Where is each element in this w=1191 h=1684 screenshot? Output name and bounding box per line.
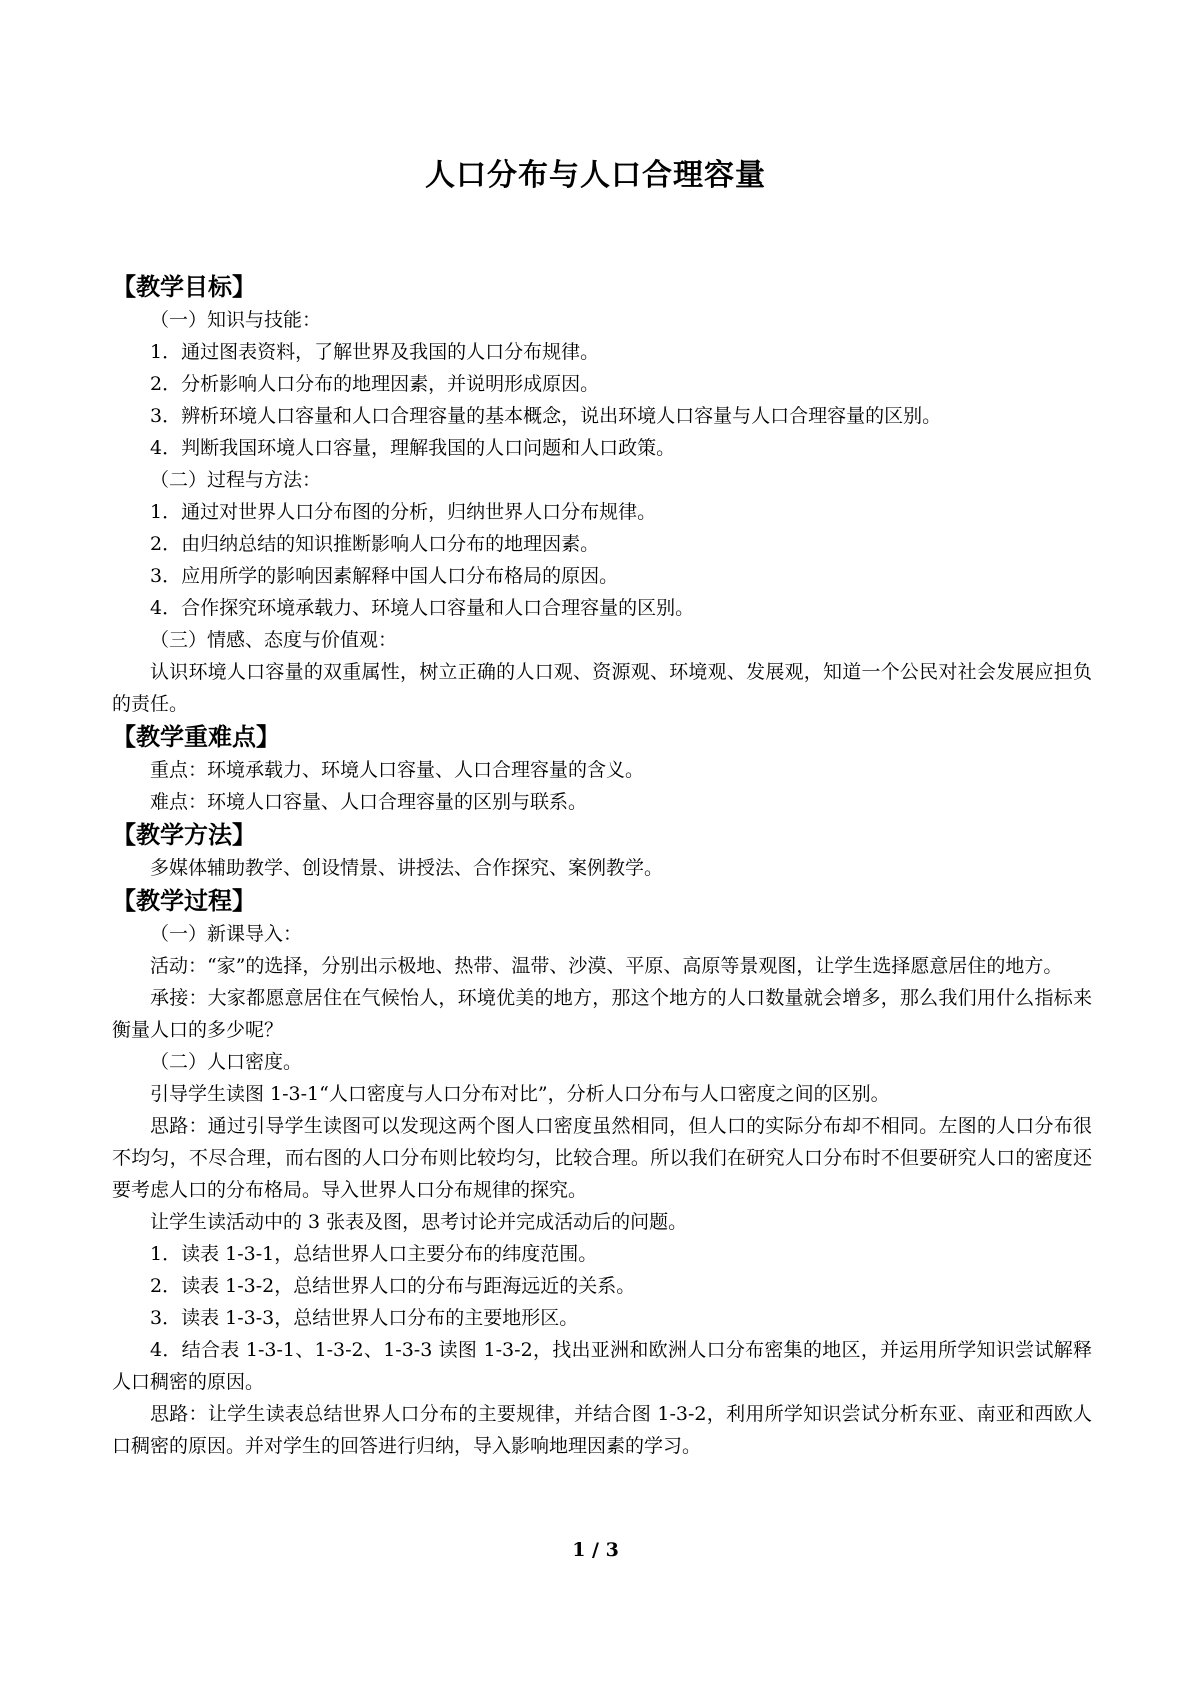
section-heading-objectives: 【教学目标】 (112, 272, 256, 301)
paragraph: （二）人口密度。 (150, 1051, 303, 1073)
paragraph: 重点：环境承载力、环境人口容量、人口合理容量的含义。 (150, 759, 645, 781)
document-title: 人口分布与人口合理容量 (425, 158, 766, 193)
paragraph: 2．由归纳总结的知识推断影响人口分布的地理因素。 (150, 533, 600, 555)
paragraph: （三）情感、态度与价值观： (150, 629, 398, 651)
paragraph: 4．判断我国环境人口容量，理解我国的人口问题和人口政策。 (150, 437, 676, 459)
paragraph: 4．合作探究环境承载力、环境人口容量和人口合理容量的区别。 (150, 597, 695, 619)
paragraph: 1．读表 1-3-1，总结世界人口主要分布的纬度范围。 (150, 1243, 598, 1265)
paragraph: 认识环境人口容量的双重属性，树立正确的人口观、资源观、环境观、发展观，知道一个公民对社会发展应担负的责任。 (112, 661, 1092, 715)
paragraph: （二）过程与方法： (150, 469, 322, 491)
section-heading-methods: 【教学方法】 (112, 820, 256, 849)
paragraph: 3．应用所学的影响因素解释中国人口分布格局的原因。 (150, 565, 619, 587)
paragraph: （一）知识与技能： (150, 309, 322, 331)
section-heading-key-points: 【教学重难点】 (112, 722, 280, 751)
paragraph: 2．读表 1-3-2，总结世界人口的分布与距海远近的关系。 (150, 1275, 636, 1297)
paragraph: 让学生读活动中的 3 张表及图，思考讨论并完成活动后的问题。 (150, 1211, 688, 1233)
paragraph: 活动：“家”的选择，分别出示极地、热带、温带、沙漠、平原、高原等景观图，让学生选择愿意居住的地方。 (150, 955, 1063, 977)
section-heading-process: 【教学过程】 (112, 886, 256, 915)
paragraph: 承接：大家都愿意居住在气候怡人，环境优美的地方，那这个地方的人口数量就会增多，那么我们用什么指标来衡量人口的多少呢？ (112, 987, 1092, 1041)
paragraph: 引导学生读图 1-3-1“人口密度与人口分布对比”，分析人口分布与人口密度之间的区别。 (150, 1083, 890, 1105)
paragraph: 思路：通过引导学生读图可以发现这两个图人口密度虽然相同，但人口的实际分布却不相同。左图的人口分布很不均匀，不尽合理，而右图的人口分布则比较均匀，比较合理。所以我们在研究人口分布时不但要研究人口的密度还要考虑人口的分布格局。导入世界人口分布规律的探究。 (112, 1115, 1092, 1201)
paragraph: 难点：环境人口容量、人口合理容量的区别与联系。 (150, 791, 588, 813)
paragraph: 1．通过对世界人口分布图的分析，归纳世界人口分布规律。 (150, 501, 657, 523)
paragraph: （一）新课导入： (150, 923, 303, 945)
paragraph: 思路：让学生读表总结世界人口分布的主要规律，并结合图 1-3-2，利用所学知识尝试分析东亚、南亚和西欧人口稠密的原因。并对学生的回答进行归纳，导入影响地理因素的学习。 (112, 1403, 1092, 1457)
document-body (112, 270, 1092, 1462)
paragraph: 1．通过图表资料，了解世界及我国的人口分布规律。 (150, 341, 600, 363)
paragraph: 2．分析影响人口分布的地理因素，并说明形成原因。 (150, 373, 600, 395)
page-number: 1 / 3 (572, 1539, 619, 1561)
paragraph: 多媒体辅助教学、创设情景、讲授法、合作探究、案例教学。 (150, 857, 664, 879)
paragraph: 4．结合表 1-3-1、1-3-2、1-3-3 读图 1-3-2，找出亚洲和欧洲人口分布密集的地区，并运用所学知识尝试解释人口稠密的原因。 (112, 1339, 1092, 1393)
paragraph: 3．辨析环境人口容量和人口合理容量的基本概念，说出环境人口容量与人口合理容量的区别。 (150, 405, 942, 427)
paragraph: 3．读表 1-3-3，总结世界人口分布的主要地形区。 (150, 1307, 579, 1329)
